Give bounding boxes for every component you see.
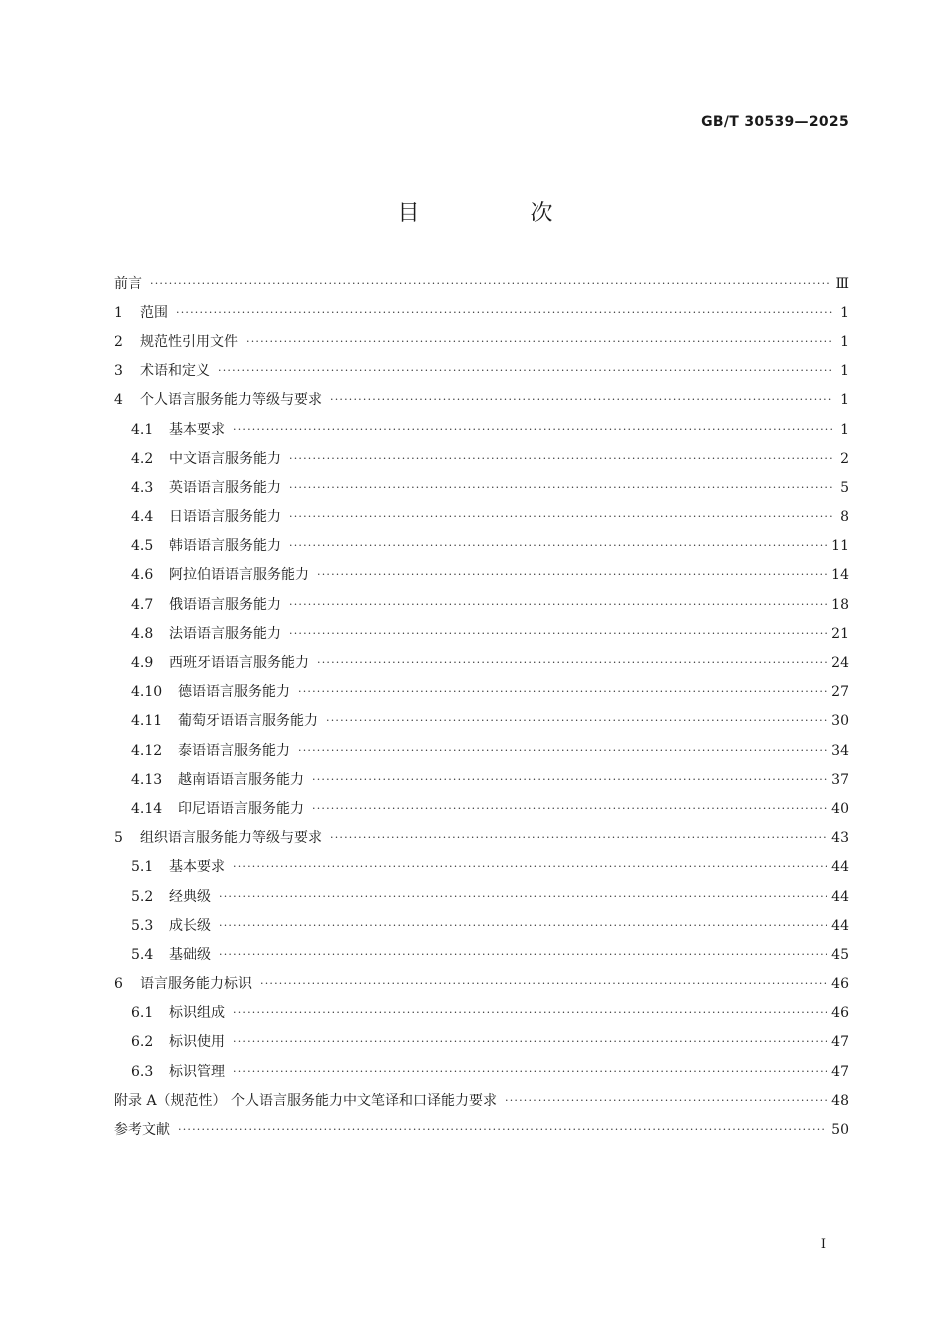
toc-entry-page: 1 xyxy=(840,363,849,380)
toc-entry[interactable] xyxy=(114,853,849,882)
toc-leader-dots xyxy=(289,539,827,553)
toc-entry-label: 规范性引用文件 xyxy=(140,333,238,350)
toc-entry-page: 47 xyxy=(831,1034,849,1051)
toc-entry-label: 标识使用 xyxy=(169,1034,225,1051)
toc-entry-number: 4.9 xyxy=(131,655,154,672)
toc-entry[interactable] xyxy=(114,327,849,356)
toc-entry-number: 4.11 xyxy=(131,713,163,730)
toc-entry[interactable] xyxy=(114,1086,849,1115)
toc-leader-dots xyxy=(219,919,827,933)
toc-entry-number: 4.1 xyxy=(131,421,154,438)
toc-entry[interactable] xyxy=(114,1057,849,1086)
toc-entry-page: 44 xyxy=(831,888,849,905)
toc-entry-label: 德语语言服务能力 xyxy=(178,684,290,701)
toc-entry-page: 37 xyxy=(831,771,849,788)
toc-entry-number: 1 xyxy=(114,304,123,321)
toc-entry-label: 附录 A（规范性） 个人语言服务能力中文笔译和口译能力要求 xyxy=(114,1092,498,1109)
toc-entry-label: 参考文献 xyxy=(114,1122,170,1139)
toc-entry-page: 45 xyxy=(831,946,849,963)
toc-entry-number: 4.6 xyxy=(131,567,154,584)
toc-leader-dots xyxy=(233,423,833,437)
toc-entry[interactable] xyxy=(114,940,849,969)
toc-entry-label: 基础级 xyxy=(169,946,211,963)
toc-entry-page: 1 xyxy=(840,392,849,409)
toc-entry-page: 47 xyxy=(831,1063,849,1080)
toc-entry-label: 成长级 xyxy=(169,917,211,934)
toc-entry-page: 18 xyxy=(831,596,849,613)
toc-entry[interactable] xyxy=(114,678,849,707)
toc-leader-dots xyxy=(219,948,827,962)
toc-entry-number: 5 xyxy=(114,830,123,847)
toc-entry-number: 4.2 xyxy=(131,450,154,467)
toc-entry[interactable] xyxy=(114,824,849,853)
toc-leader-dots xyxy=(330,831,827,845)
toc-leader-dots xyxy=(312,802,827,816)
toc-entry[interactable] xyxy=(114,765,849,794)
toc-entry-number: 6.2 xyxy=(131,1034,154,1051)
toc-leader-dots xyxy=(219,890,827,904)
toc-leader-dots xyxy=(233,860,827,874)
toc-leader-dots xyxy=(317,656,827,670)
toc-entry[interactable] xyxy=(114,298,849,327)
toc-leader-dots xyxy=(330,393,833,407)
toc-leader-dots xyxy=(233,1065,827,1079)
toc-entry-label: 葡萄牙语语言服务能力 xyxy=(178,713,318,730)
toc-entry-page: 11 xyxy=(831,538,849,555)
toc-entry[interactable] xyxy=(114,503,849,532)
toc-entry-number: 4.5 xyxy=(131,538,154,555)
toc-entry[interactable] xyxy=(114,999,849,1028)
toc-entry-label: 基本要求 xyxy=(169,421,225,438)
toc-entry-label: 越南语语言服务能力 xyxy=(178,771,304,788)
toc-entry-page: 5 xyxy=(840,479,849,496)
toc-entry-page: 43 xyxy=(831,830,849,847)
toc-entry[interactable] xyxy=(114,357,849,386)
toc-entry[interactable] xyxy=(114,444,849,473)
toc-entry-label: 中文语言服务能力 xyxy=(169,450,281,467)
toc-entry-number: 6 xyxy=(114,976,123,993)
toc-entry[interactable] xyxy=(114,269,849,298)
toc-entry-label: 经典级 xyxy=(169,888,211,905)
toc-entry-page: 44 xyxy=(831,859,849,876)
toc-leader-dots xyxy=(289,452,833,466)
toc-entry-label: 日语语言服务能力 xyxy=(169,509,281,526)
toc-entry[interactable] xyxy=(114,707,849,736)
toc-entry[interactable] xyxy=(114,590,849,619)
toc-entry[interactable] xyxy=(114,619,849,648)
table-of-contents xyxy=(114,269,849,1145)
toc-entry-page: 1 xyxy=(840,421,849,438)
toc-leader-dots xyxy=(289,510,833,524)
toc-entry-number: 4.12 xyxy=(131,742,163,759)
toc-entry[interactable] xyxy=(114,1115,849,1144)
toc-entry[interactable] xyxy=(114,561,849,590)
toc-entry[interactable] xyxy=(114,911,849,940)
toc-entry[interactable] xyxy=(114,648,849,677)
toc-leader-dots xyxy=(505,1094,827,1108)
toc-leader-dots xyxy=(150,277,831,291)
toc-entry-number: 5.3 xyxy=(131,917,154,934)
toc-leader-dots xyxy=(178,1123,827,1137)
standard-number: GB/T 30539—2025 xyxy=(701,114,849,130)
toc-entry[interactable] xyxy=(114,1028,849,1057)
toc-entry-page: 8 xyxy=(840,509,849,526)
toc-entry-label: 个人语言服务能力等级与要求 xyxy=(140,392,322,409)
toc-entry-page: 2 xyxy=(840,450,849,467)
toc-entry-label: 西班牙语语言服务能力 xyxy=(169,655,309,672)
toc-entry[interactable] xyxy=(114,473,849,502)
toc-entry-number: 6.1 xyxy=(131,1005,154,1022)
toc-leader-dots xyxy=(312,773,827,787)
toc-title: 目 次 xyxy=(397,201,605,226)
toc-entry-page: 1 xyxy=(840,333,849,350)
toc-entry-label: 范围 xyxy=(140,304,168,321)
toc-entry-label: 英语语言服务能力 xyxy=(169,479,281,496)
toc-entry-number: 5.1 xyxy=(131,859,154,876)
toc-leader-dots xyxy=(289,598,827,612)
toc-entry-label: 标识组成 xyxy=(169,1005,225,1022)
toc-entry-label: 组织语言服务能力等级与要求 xyxy=(140,830,322,847)
toc-entry-number: 4.13 xyxy=(131,771,163,788)
toc-entry-label: 基本要求 xyxy=(169,859,225,876)
toc-entry-label: 阿拉伯语语言服务能力 xyxy=(169,567,309,584)
toc-entry-label: 语言服务能力标识 xyxy=(140,976,252,993)
toc-entry-number: 4.3 xyxy=(131,479,154,496)
toc-entry-page: 50 xyxy=(831,1122,849,1139)
toc-leader-dots xyxy=(260,977,827,991)
toc-entry-number: 3 xyxy=(114,363,123,380)
toc-entry-label: 术语和定义 xyxy=(140,363,210,380)
toc-entry[interactable] xyxy=(114,736,849,765)
toc-entry-page: 1 xyxy=(840,304,849,321)
toc-entry-number: 4 xyxy=(114,392,123,409)
toc-entry-page: 34 xyxy=(831,742,849,759)
toc-entry-label: 韩语语言服务能力 xyxy=(169,538,281,555)
toc-leader-dots xyxy=(233,1006,827,1020)
toc-entry-number: 4.4 xyxy=(131,509,154,526)
toc-entry-page: 14 xyxy=(831,567,849,584)
toc-entry[interactable] xyxy=(114,386,849,415)
toc-leader-dots xyxy=(176,306,833,320)
toc-entry-label: 前言 xyxy=(114,275,142,292)
toc-entry-page: 46 xyxy=(831,976,849,993)
toc-entry-number: 4.8 xyxy=(131,625,154,642)
toc-entry[interactable] xyxy=(114,415,849,444)
toc-leader-dots xyxy=(317,568,827,582)
toc-leader-dots xyxy=(298,685,827,699)
toc-entry-page: 30 xyxy=(831,713,849,730)
toc-entry-label: 法语语言服务能力 xyxy=(169,625,281,642)
toc-entry[interactable] xyxy=(114,532,849,561)
toc-entry-page: 40 xyxy=(831,800,849,817)
toc-leader-dots xyxy=(246,335,833,349)
toc-entry-number: 5.4 xyxy=(131,946,154,963)
toc-entry-page: 44 xyxy=(831,917,849,934)
toc-entry-label: 俄语语言服务能力 xyxy=(169,596,281,613)
toc-entry-page: 27 xyxy=(831,684,849,701)
toc-leader-dots xyxy=(218,364,833,378)
toc-entry-page: 48 xyxy=(831,1092,849,1109)
toc-leader-dots xyxy=(233,1035,827,1049)
toc-entry[interactable] xyxy=(114,794,849,823)
toc-entry-page: Ⅲ xyxy=(835,275,849,292)
toc-entry-label: 标识管理 xyxy=(169,1063,225,1080)
toc-entry-label: 泰语语言服务能力 xyxy=(178,742,290,759)
toc-entry-number: 6.3 xyxy=(131,1063,154,1080)
toc-entry[interactable] xyxy=(114,882,849,911)
toc-entry-number: 5.2 xyxy=(131,888,154,905)
toc-entry[interactable] xyxy=(114,970,849,999)
toc-entry-page: 24 xyxy=(831,655,849,672)
toc-entry-number: 4.14 xyxy=(131,800,163,817)
toc-entry-label: 印尼语语言服务能力 xyxy=(178,800,304,817)
toc-entry-page: 46 xyxy=(831,1005,849,1022)
toc-leader-dots xyxy=(289,627,827,641)
toc-entry-number: 4.7 xyxy=(131,596,154,613)
toc-entry-number: 4.10 xyxy=(131,684,163,701)
toc-entry-number: 2 xyxy=(114,333,123,350)
toc-leader-dots xyxy=(298,744,827,758)
toc-entry-page: 21 xyxy=(831,625,849,642)
page-number: I xyxy=(820,1237,826,1252)
toc-leader-dots xyxy=(326,714,827,728)
toc-leader-dots xyxy=(289,481,833,495)
